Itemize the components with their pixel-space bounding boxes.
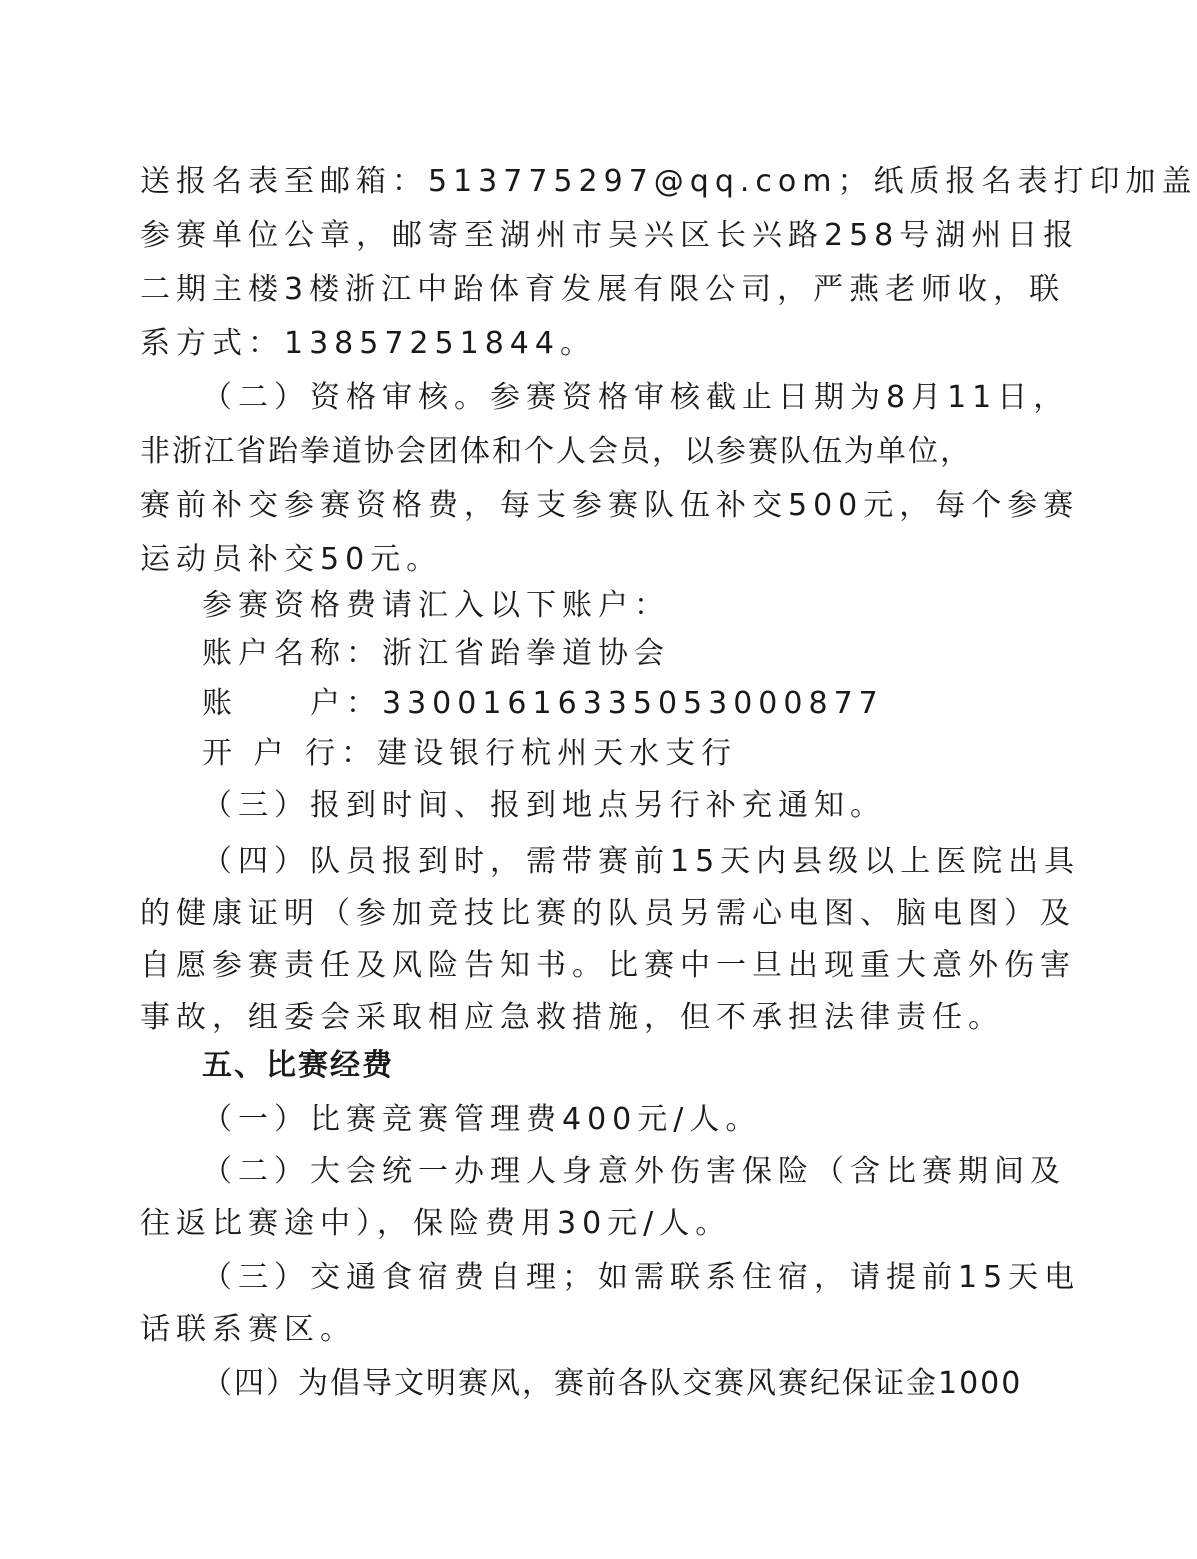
paragraph-line: （四）队员报到时，需带赛前15天内县级以上医院出具 xyxy=(202,844,1081,879)
account-intro: 参赛资格费请汇入以下账户： xyxy=(202,588,670,623)
paragraph-line: （三）报到时间、报到地点另行补充通知。 xyxy=(202,788,886,823)
paragraph-line: （三）交通食宿费自理；如需联系住宿，请提前15天电 xyxy=(202,1260,1081,1295)
paragraph-line: 的健康证明（参加竞技比赛的队员另需心电图、脑电图）及 xyxy=(140,896,1076,931)
paragraph-line: 二期主楼3楼浙江中跆体育发展有限公司，严燕老师收，联 xyxy=(140,272,1066,307)
paragraph-line: （一）比赛竞赛管理费400元/人。 xyxy=(202,1102,762,1137)
paragraph-line: （二）资格审核。参赛资格审核截止日期为8月11日， xyxy=(202,380,1070,415)
paragraph-line: 运动员补交50元。 xyxy=(140,542,443,577)
paragraph-line: 参赛单位公章，邮寄至湖州市吴兴区长兴路258号湖州日报 xyxy=(140,218,1080,253)
paragraph-line: 自愿参赛责任及风险告知书。比赛中一旦出现重大意外伤害 xyxy=(140,948,1076,983)
paragraph-line: 非浙江省跆拳道协会团体和个人会员，以参赛队伍为单位， xyxy=(140,434,972,469)
account-name: 账户名称：浙江省跆拳道协会 xyxy=(202,636,670,671)
paragraph-line: 系方式：13857251844。 xyxy=(140,326,596,361)
paragraph-line: （四）为倡导文明赛风，赛前各队交赛风赛纪保证金1000 xyxy=(202,1366,1023,1401)
section-heading: 五、比赛经费 xyxy=(202,1048,394,1083)
paragraph-line: 事故，组委会采取相应急救措施，但不承担法律责任。 xyxy=(140,1000,1004,1035)
account-number: 账 户：33001616335053000877 xyxy=(202,686,884,721)
paragraph-line: 话联系赛区。 xyxy=(140,1312,356,1347)
paragraph-line: 赛前补交参赛资格费，每支参赛队伍补交500元，每个参赛 xyxy=(140,488,1080,523)
paragraph-line: 送报名表至邮箱：513775297@qq.com；纸质报名表打印加盖 xyxy=(140,164,1197,199)
account-bank: 开 户 行：建设银行杭州天水支行 xyxy=(202,736,738,771)
paragraph-line: 往返比赛途中），保险费用30元/人。 xyxy=(140,1206,732,1241)
paragraph-line: （二）大会统一办理人身意外伤害保险（含比赛期间及 xyxy=(202,1154,1066,1189)
